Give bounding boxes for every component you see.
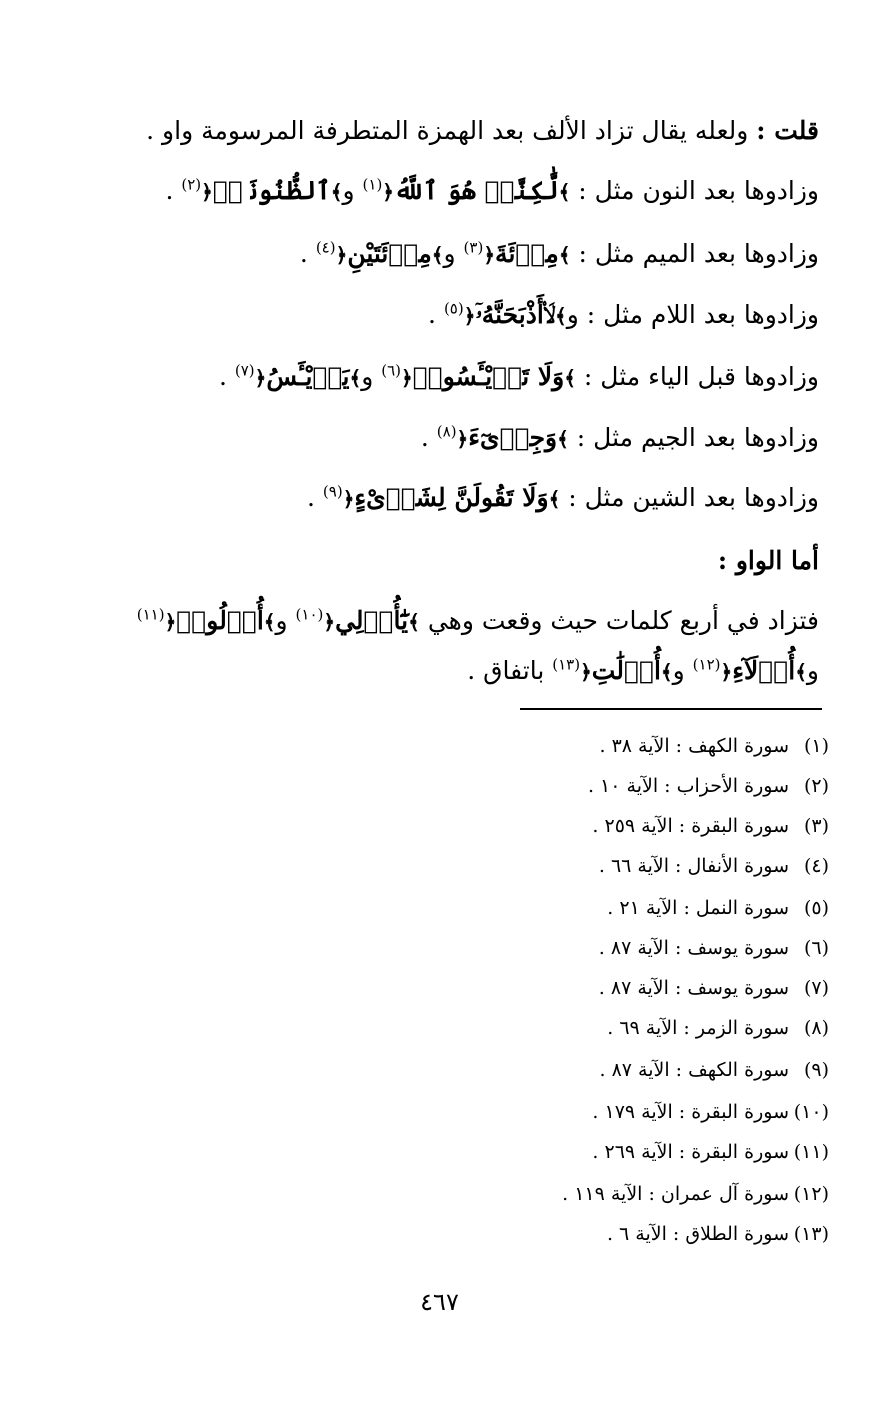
text-line-9 bbox=[59, 652, 819, 691]
conjunction: و bbox=[672, 656, 685, 685]
footnote-text: سورة الكهف : الآية ٣٨ . bbox=[599, 735, 789, 757]
conjunction: و bbox=[275, 606, 288, 635]
footnote-text: سورة آل عمران : الآية ١١٩ . bbox=[562, 1183, 789, 1205]
footnote-2 bbox=[429, 772, 829, 800]
footnote-13 bbox=[429, 1220, 829, 1248]
footnote-text: سورة الكهف : الآية ٨٧ . bbox=[599, 1059, 789, 1081]
ornate-bracket: ﴾ bbox=[431, 243, 444, 267]
line-text: فتزاد في أربع كلمات حيث وقعت وهي bbox=[427, 606, 819, 635]
footnote-marker: (١٢) bbox=[692, 655, 721, 674]
footnote-8 bbox=[429, 1014, 829, 1042]
footnote-text: سورة النمل : الآية ٢١ . bbox=[607, 897, 789, 919]
quran-word: أُو۟لُوا۟ bbox=[176, 606, 264, 635]
ornate-bracket: ﴿ bbox=[164, 610, 177, 634]
footnote-1 bbox=[429, 732, 829, 760]
ornate-bracket: ﴿ bbox=[456, 427, 469, 451]
footnote-number: (٩) bbox=[803, 1059, 829, 1081]
footnote-marker: (٩) bbox=[322, 482, 343, 501]
footnote-marker: (١١) bbox=[136, 605, 165, 624]
ornate-bracket: ﴿ bbox=[254, 366, 267, 390]
line-text: وزادوها قبل الياء مثل : bbox=[583, 362, 819, 391]
ornate-bracket: ﴿ bbox=[335, 243, 348, 267]
footnote-number: (٧) bbox=[803, 977, 829, 999]
section-heading: أما الواو : bbox=[717, 546, 819, 575]
text-line-3 bbox=[59, 235, 819, 274]
footnote-marker: (٦) bbox=[381, 361, 401, 380]
ornate-bracket: ﴾ bbox=[548, 487, 561, 511]
ornate-bracket: ﴿ bbox=[201, 180, 213, 204]
quran-word: يَٰٓأُو۟لِي bbox=[335, 606, 409, 635]
footnote-3 bbox=[429, 812, 829, 840]
footnote-11 bbox=[429, 1138, 829, 1166]
conjunction: و bbox=[806, 656, 819, 685]
line-text: وزادوها بعد الشين مثل : bbox=[568, 483, 819, 512]
quran-word: لَا۟أَذْبَحَنَّهُۥٓ bbox=[475, 300, 555, 329]
footnote-marker: (٢) bbox=[181, 175, 202, 194]
conjunction: و bbox=[566, 300, 579, 329]
line-end: . bbox=[420, 423, 429, 452]
footnote-7 bbox=[429, 974, 829, 1002]
footnote-12 bbox=[429, 1180, 829, 1208]
footnote-text: سورة الأحزاب : الآية ١٠ . bbox=[587, 775, 789, 797]
footnote-5 bbox=[429, 894, 829, 922]
text-line-6 bbox=[59, 419, 819, 458]
line-text: وزادوها بعد اللام مثل : bbox=[586, 300, 819, 329]
line-end: . bbox=[307, 483, 315, 512]
ornate-bracket: ﴾ bbox=[330, 180, 343, 204]
text-line-4 bbox=[59, 296, 819, 335]
footnote-separator bbox=[520, 708, 822, 710]
footnote-number: (٨) bbox=[803, 1017, 829, 1039]
footnote-marker: (٤) bbox=[315, 238, 336, 257]
ornate-bracket: ﴿ bbox=[401, 366, 413, 390]
ornate-bracket: ﴿ bbox=[463, 304, 476, 328]
page-number: ٤٦٧ bbox=[420, 1288, 459, 1316]
text-line-1 bbox=[59, 112, 819, 150]
ornate-bracket: ﴾ bbox=[558, 180, 571, 204]
ornate-bracket: ﴾ bbox=[557, 427, 569, 451]
line-text: ولعله يقال تزاد الألف بعد الهمزة المتطرفة المرسومة واو . bbox=[146, 116, 749, 145]
footnote-number: (١٣) bbox=[793, 1223, 829, 1245]
footnote-marker: (٨) bbox=[436, 422, 457, 441]
ornate-bracket: ﴿ bbox=[483, 243, 496, 267]
ornate-bracket: ﴿ bbox=[580, 660, 592, 684]
footnote-marker: (١٣) bbox=[552, 655, 581, 674]
footnote-number: (١٠) bbox=[793, 1101, 829, 1123]
conjunction: و bbox=[342, 176, 355, 205]
ornate-bracket: ﴿ bbox=[323, 610, 336, 634]
footnote-marker: (٧) bbox=[234, 361, 255, 380]
footnote-marker: (١٠) bbox=[295, 605, 324, 624]
footnote-text: سورة البقرة : الآية ٢٦٩ . bbox=[592, 1141, 789, 1163]
footnote-number: (٢) bbox=[803, 775, 829, 797]
ornate-bracket: ﴾ bbox=[263, 610, 276, 634]
footnote-text: سورة يوسف : الآية ٨٧ . bbox=[598, 937, 789, 959]
quran-word: أُو۟لَٰتِ bbox=[591, 656, 661, 685]
footnote-text: سورة البقرة : الآية ١٧٩ . bbox=[592, 1101, 789, 1123]
footnote-text: سورة الزمر : الآية ٦٩ . bbox=[607, 1017, 789, 1039]
ornate-bracket: ﴿ bbox=[720, 660, 733, 684]
text-line-5 bbox=[59, 358, 819, 397]
line-end: . bbox=[428, 300, 436, 329]
quran-word: مِا۟ئَةَ bbox=[495, 239, 559, 268]
footnote-number: (٦) bbox=[803, 937, 829, 959]
line-end: . bbox=[165, 176, 174, 205]
footnote-marker: (٥) bbox=[443, 299, 464, 318]
line-text: وزادوها بعد الجيم مثل : bbox=[576, 423, 819, 452]
line-end: . bbox=[218, 362, 227, 391]
quran-word: أُو۟لَآءِ bbox=[732, 656, 796, 685]
line-text: وزادوها بعد النون مثل : bbox=[578, 176, 819, 205]
line-text: وزادوها بعد الميم مثل : bbox=[578, 239, 819, 268]
footnote-number: (١) bbox=[803, 735, 829, 757]
qultu-label: قلت : bbox=[756, 116, 819, 145]
footnote-6 bbox=[429, 934, 829, 962]
ornate-bracket: ﴿ bbox=[342, 487, 355, 511]
footnote-marker: (١) bbox=[362, 175, 383, 194]
footnote-4 bbox=[429, 852, 829, 880]
footnote-number: (١١) bbox=[793, 1141, 829, 1163]
quran-word: وَجِا۟ىٓءَ bbox=[468, 423, 558, 452]
footnote-number: (١٢) bbox=[793, 1183, 829, 1205]
quran-word: وَلَا تَا۟يْـَٔسُوا۟ bbox=[412, 362, 565, 391]
conjunction: و bbox=[443, 239, 456, 268]
text-line-7 bbox=[59, 479, 819, 518]
ornate-bracket: ﴾ bbox=[554, 304, 567, 328]
ornate-bracket: ﴾ bbox=[349, 366, 362, 390]
ornate-bracket: ﴿ bbox=[382, 180, 395, 204]
ornate-bracket: ﴾ bbox=[558, 243, 571, 267]
ornate-bracket: ﴾ bbox=[660, 660, 673, 684]
footnote-marker: (٣) bbox=[463, 238, 484, 257]
line-end: باتفاق . bbox=[467, 656, 545, 685]
quran-word: ٱلظُّنُونَا۠ bbox=[212, 176, 331, 205]
ornate-bracket: ﴾ bbox=[795, 660, 807, 684]
conjunction: و bbox=[361, 362, 374, 391]
ornate-bracket: ﴾ bbox=[564, 366, 576, 390]
line-end: . bbox=[299, 239, 308, 268]
footnote-number: (٥) bbox=[803, 897, 829, 919]
quran-word: لَّٰكِنَّا۠ هُوَ ٱللَّهُ bbox=[394, 176, 559, 205]
footnote-text: سورة الطلاق : الآية ٦ . bbox=[606, 1223, 789, 1245]
quran-word: وَلَا تَقُولَنَّ لِشَا۟ىْءٍ bbox=[354, 483, 549, 512]
footnote-text: سورة يوسف : الآية ٨٧ . bbox=[598, 977, 789, 999]
footnote-text: سورة الأنفال : الآية ٦٦ . bbox=[598, 855, 789, 877]
quran-word: مِا۟ئَتَيْنِ bbox=[347, 239, 432, 268]
text-line-2 bbox=[59, 172, 819, 211]
footnote-9 bbox=[429, 1056, 829, 1084]
footnote-text: سورة البقرة : الآية ٢٥٩ . bbox=[592, 815, 789, 837]
footnote-number: (٣) bbox=[803, 815, 829, 837]
text-line-8 bbox=[59, 602, 819, 641]
quran-word: يَا۟يْـَٔسُ bbox=[266, 362, 350, 391]
footnote-number: (٤) bbox=[803, 855, 829, 877]
footnote-10 bbox=[429, 1098, 829, 1126]
ornate-bracket: ﴾ bbox=[408, 610, 420, 634]
